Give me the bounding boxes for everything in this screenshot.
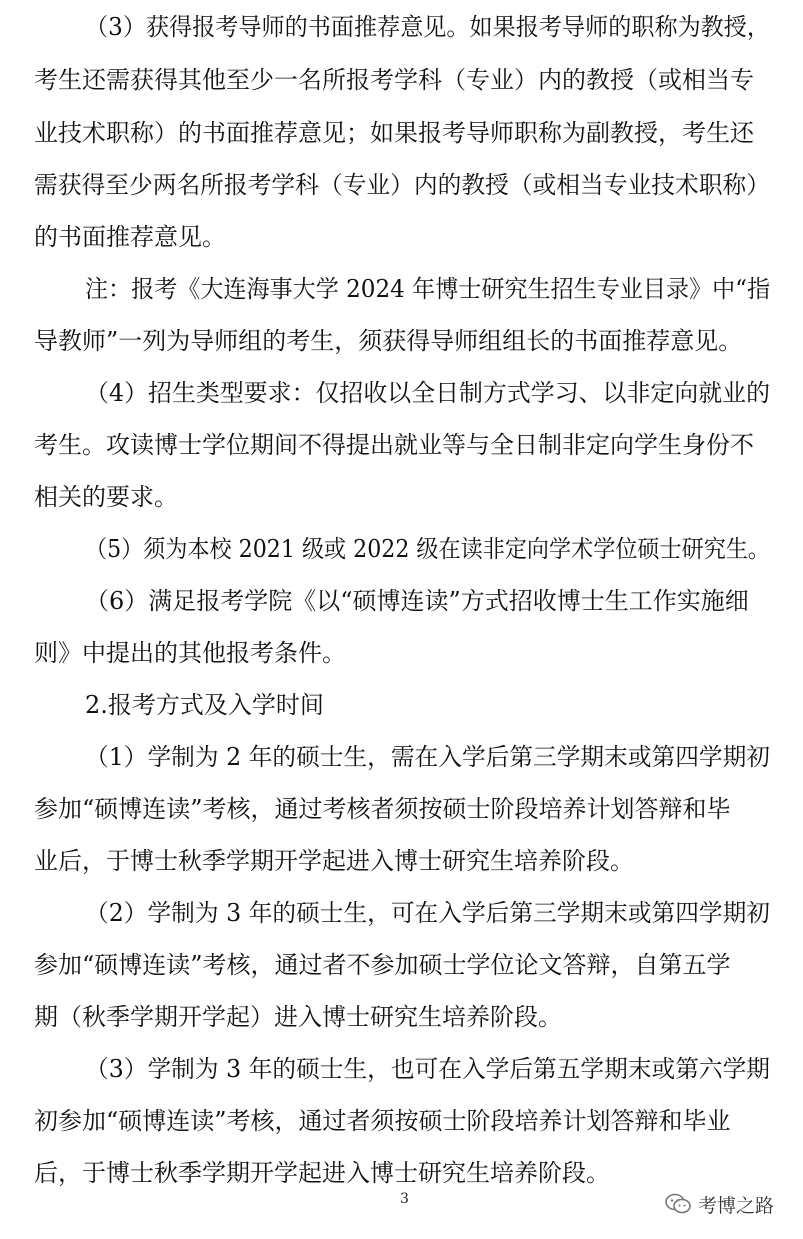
text-line: （3）获得报考导师的书面推荐意见。如果报考导师的职称为教授，: [85, 13, 771, 41]
page-number: 3: [400, 1191, 409, 1207]
text-line: 业后，于博士秋季学期开学起进入博士研究生培养阶段。: [34, 847, 634, 875]
text-line: 业技术职称）的书面推荐意见；如果报考导师职称为副教授，考生还: [34, 119, 754, 147]
text-line: 初参加“硕博连读”考核，通过者须按硕士阶段培养计划答辩和毕业: [34, 1107, 731, 1135]
text-line: 需获得至少两名所报考学科（专业）内的教授（或相当专业技术职称）: [34, 171, 770, 199]
text-line: 后，于博士秋季学期开学起进入博士研究生培养阶段。: [34, 1159, 610, 1187]
text-line: 参加“硕博连读”考核，通过考核者须按硕士阶段培养计划答辩和毕: [34, 795, 731, 823]
wechat-icon: [664, 1192, 692, 1216]
text-line: 相关的要求。: [34, 483, 178, 511]
text-line: （1）学制为 2 年的硕士生，需在入学后第三学期末或第四学期初: [85, 743, 770, 771]
text-line: （4）招生类型要求：仅招收以全日制方式学习、以非定向就业的: [85, 379, 771, 407]
text-line: 考生还需获得其他至少一名所报考学科（专业）内的教授（或相当专: [34, 66, 754, 94]
wechat-watermark: [664, 1190, 774, 1218]
text-line: （2）学制为 3 年的硕士生，可在入学后第三学期末或第四学期初: [85, 899, 770, 927]
text-line: 则》中提出的其他报考条件。: [34, 639, 346, 667]
text-line: 的书面推荐意见。: [34, 223, 226, 251]
text-line: 期（秋季学期开学起）进入博士研究生培养阶段。: [34, 1003, 562, 1031]
text-line: （6）满足报考学院《以“硕博连读”方式招收博士生工作实施细: [85, 587, 749, 615]
text-line: 参加“硕博连读”考核，通过者不参加硕士学位论文答辩，自第五学: [34, 951, 731, 979]
text-line: （3）学制为 3 年的硕士生，也可在入学后第五学期末或第六学期: [85, 1055, 770, 1083]
section-heading: 2.报考方式及入学时间: [85, 691, 324, 719]
text-line: 导教师”一列为导师组的考生，须获得导师组组长的书面推荐意见。: [34, 327, 743, 355]
text-line: （5）须为本校 2021 级或 2022 级在读非定向学术学位硕士研究生。: [85, 535, 771, 563]
watermark-text: 考博之路: [698, 1194, 775, 1217]
text-line: 注：报考《大连海事大学 2024 年博士研究生招生专业目录》中“指: [85, 275, 771, 303]
text-line: 考生。攻读博士学位期间不得提出就业等与全日制非定向学生身份不: [34, 431, 754, 459]
